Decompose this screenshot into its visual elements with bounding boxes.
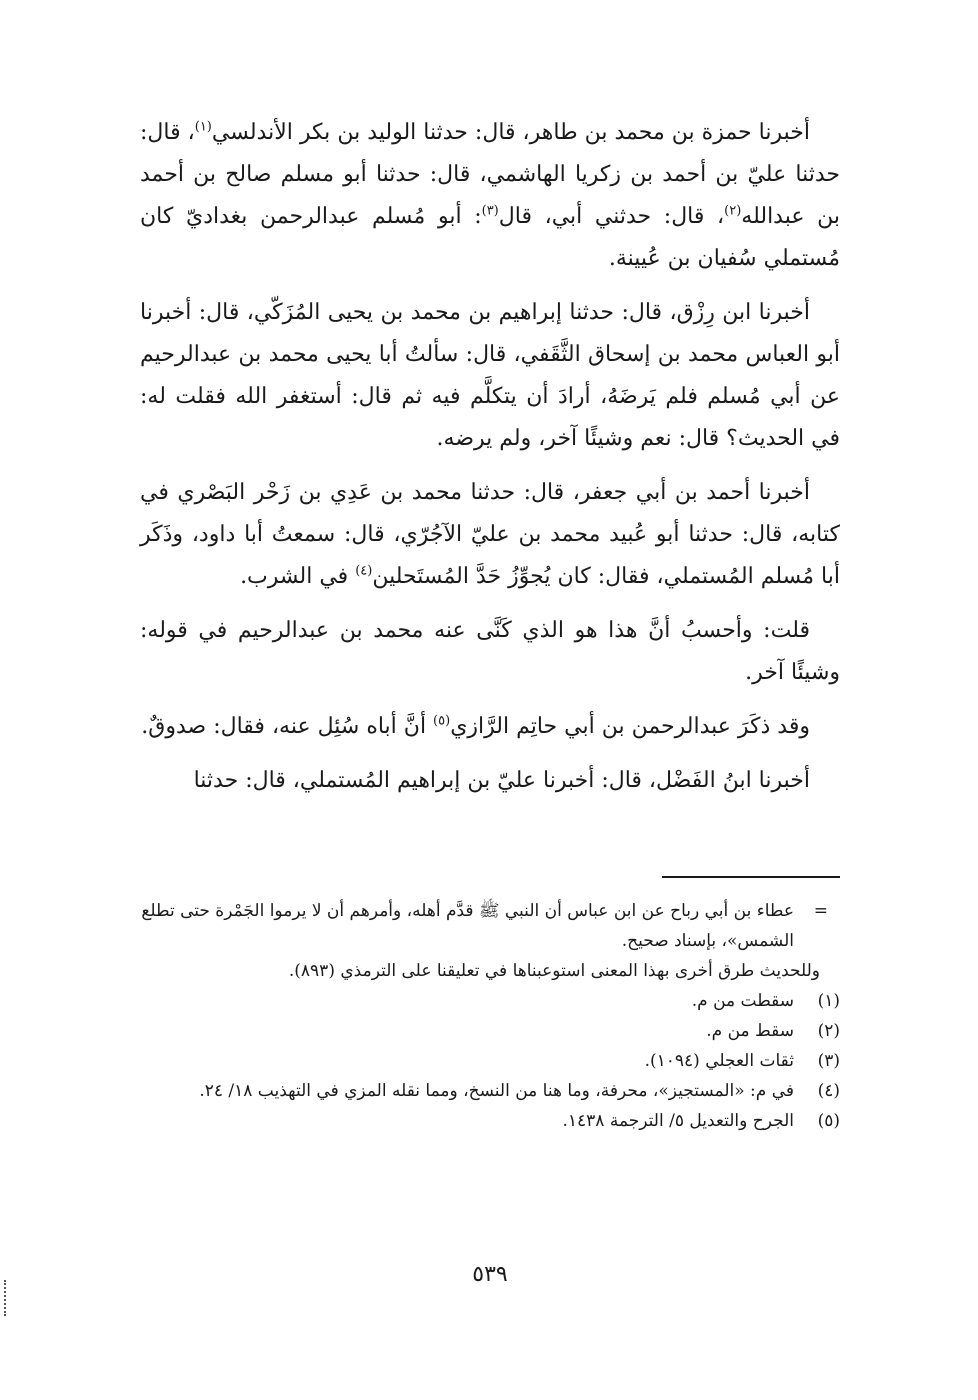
paragraph-6: أخبرنا ابنُ الفَضْل، قال: أخبرنا عليّ بن إبراهيم المُستملي، قال: حدثنا — [193, 768, 810, 793]
footnote-text: في م: «المستجيز»، محرفة، وما هنا من النسخ، ومما نقله المزي في التهذيب ١٨/ ٢٤. — [199, 1081, 794, 1101]
footnote-item — [140, 1106, 840, 1136]
footnote-text: سقط من م. — [706, 1021, 794, 1041]
footnote-continuation: = عطاء بن أبي رباح عن ابن عباس أن النبي ﷺ قدَّم أهله، وأمرهم أن لا يرموا الجَمْرة حتى تطلع الشمس»، بإسناد صحيح. — [140, 896, 840, 956]
footnote-number: (٥) — [817, 1111, 840, 1131]
footnote-text: سقطت من م. — [691, 991, 794, 1011]
footnote-ref-5: (٥) — [433, 713, 451, 729]
main-text — [140, 112, 840, 814]
footnote-number: (١) — [817, 991, 840, 1011]
footnote-extra-note: وللحديث طرق أخرى بهذا المعنى استوعبناها في تعليقنا على الترمذي (٨٩٣). — [288, 961, 820, 981]
footnote-divider — [662, 876, 840, 878]
paragraph-4: قلت: وأحسبُ أنَّ هذا هو الذي كَنَّى عنه محمد بن عبدالرحيم في قوله: وشيئًا آخر. — [140, 618, 840, 685]
footnote-ref-1: (١) — [194, 119, 212, 135]
footnote-item — [140, 1046, 840, 1076]
scan-margin-mark — [4, 1280, 10, 1316]
footnote-text: الجرح والتعديل ٥/ الترجمة ١٤٣٨. — [562, 1111, 794, 1131]
footnote-text: ثقات العجلي (١٠٩٤). — [644, 1051, 794, 1071]
paragraph-1: أخبرنا حمزة بن محمد بن طاهر، قال: حدثنا الوليد بن بكر الأندلسي$^{(١)}$، قال: حدثنا عليّ بن أحمد بن زكريا الهاشمي، قال: حدثنا أبو مسلم صالح بن أحمد بن عبدالله$^{(٢)}$، قال: حدثني أبي، قال$^{(٣)}$: أبو مُسلم عبدالرحمن بغداديّ كان مُستملي سُفيان بن عُيينة. — [140, 119, 840, 271]
footnote-ref-2: (٢) — [724, 203, 742, 219]
footnote-item — [140, 1076, 840, 1106]
footnote-number: (٢) — [817, 1021, 840, 1041]
paragraph-5: وقد ذكَرَ عبدالرحمن بن أبي حاتِم الرَّازي$^{(٥)}$ أنَّ أباه سُئِل عنه، فقال: صدوقٌ. — [141, 713, 810, 739]
footnote-item — [140, 1016, 840, 1046]
paragraph-3: أخبرنا أحمد بن أبي جعفر، قال: حدثنا محمد بن عَدِي بن زَحْر البَصْري في كتابه، قال: حدثنا أبو عُبيد محمد بن عليّ الآجُرّي، قال: سمعتُ أبا داود، وذَكَر أبا مُسلم المُستملي، فقال: كان يُجوِّزُ حَدَّ المُستَحلين$^{(٤)}$ في الشرب. — [140, 480, 840, 589]
footnote-number: (٤) — [817, 1081, 840, 1101]
footnote-ref-3: (٣) — [481, 203, 499, 219]
continuation-mark: = — [813, 901, 828, 921]
footnote-item — [140, 986, 840, 1016]
footnote-ref-4: (٤) — [355, 563, 373, 579]
paragraph-2: أخبرنا ابن رِزْق، قال: حدثنا إبراهيم بن محمد بن يحيى المُزَكّي، قال: أخبرنا أبو العباس محمد بن إسحاق الثَّقَفي، قال: سألتُ أبا يحيى محمد بن عبدالرحيم عن أبي مُسلم فلم يَرضَهُ، أرادَ أن يتكلَّم فيه ثم قال: أستغفر الله فقلت له: في الحديث؟ قال: نعم وشيئًا آخر، ولم يرضه. — [140, 300, 840, 451]
footnote-number: (٣) — [817, 1051, 840, 1071]
page-number: ٥٣٩ — [472, 1262, 508, 1287]
footnotes — [140, 896, 840, 1136]
